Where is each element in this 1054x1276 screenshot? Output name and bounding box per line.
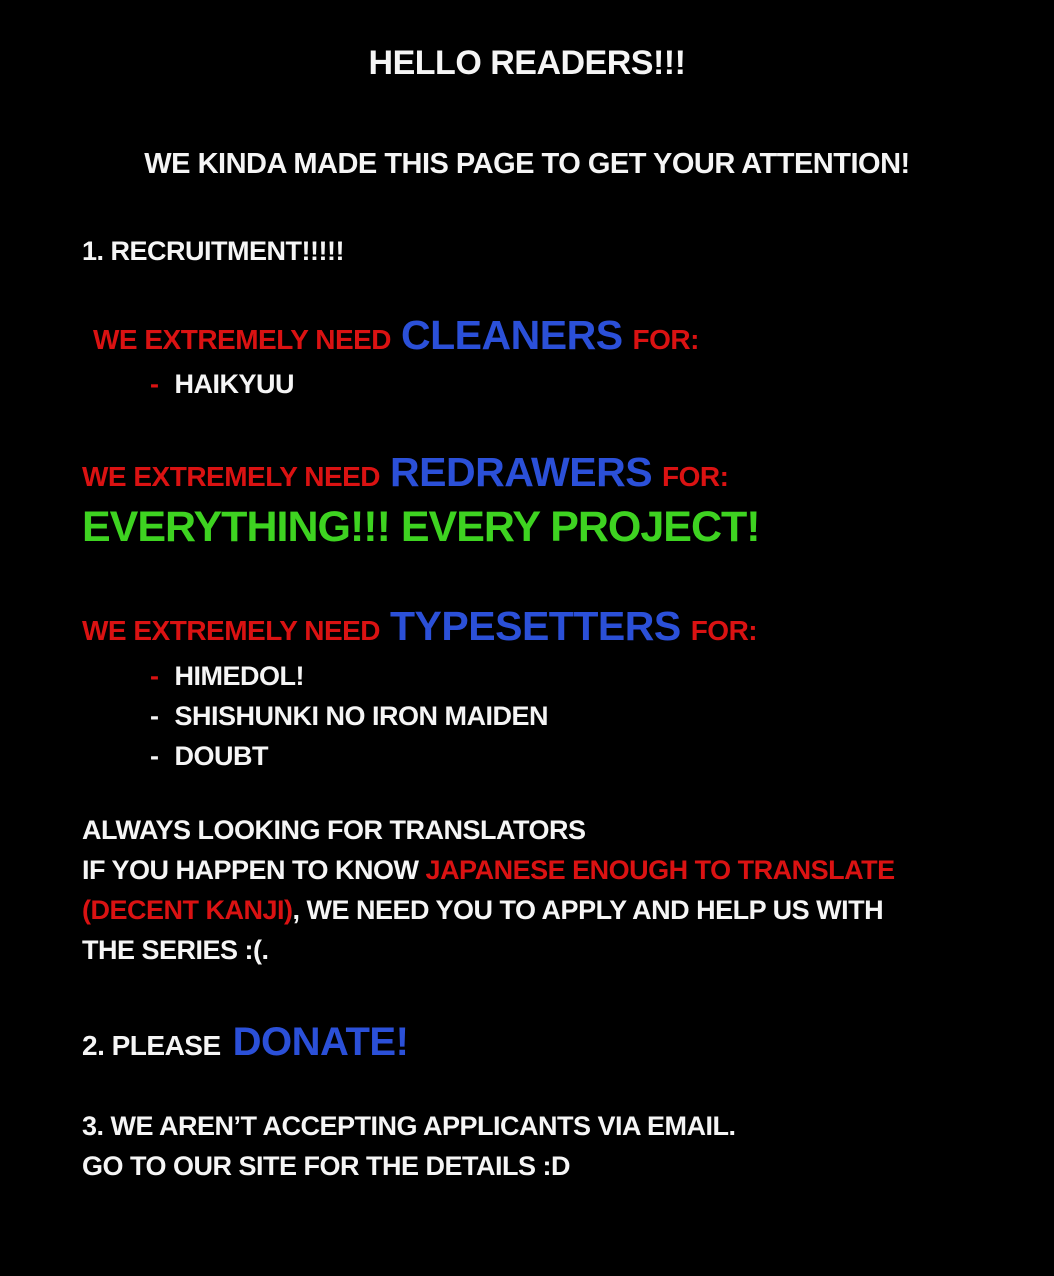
bullet-dash: - bbox=[150, 369, 159, 399]
need-prefix-label: WE EXTREMELY NEED bbox=[93, 324, 392, 355]
typesetters-item-himedol bbox=[150, 663, 304, 690]
translators-heading: ALWAYS LOOKING FOR TRANSLATORS bbox=[82, 815, 586, 845]
cleaners-item-haikyuu bbox=[150, 371, 294, 398]
attention-subtitle: WE KINDA MADE THIS PAGE TO GET YOUR ATTENTION! bbox=[144, 148, 910, 180]
translators-line-4: THE SERIES :(. bbox=[82, 935, 269, 965]
translators-line2-red: JAPANESE ENOUGH TO TRANSLATE bbox=[425, 855, 895, 885]
translators-line-2 bbox=[82, 857, 895, 884]
bullet-text: DOUBT bbox=[174, 741, 268, 771]
redrawers-everything-highlight: EVERYTHING!!! EVERY PROJECT! bbox=[82, 503, 760, 551]
for-suffix-label: FOR: bbox=[662, 461, 729, 492]
typesetters-item-shishunki bbox=[150, 703, 548, 730]
bullet-dash: - bbox=[150, 701, 159, 731]
need-prefix-label: WE EXTREMELY NEED bbox=[82, 615, 381, 646]
bullet-text: HAIKYUU bbox=[174, 369, 295, 399]
translators-line-3 bbox=[82, 897, 883, 924]
typesetters-need-line bbox=[82, 603, 758, 649]
need-prefix-label: WE EXTREMELY NEED bbox=[82, 461, 381, 492]
bullet-text: HIMEDOL! bbox=[174, 661, 304, 691]
donate-prefix-label: 2. PLEASE bbox=[82, 1030, 221, 1061]
applicants-line-2: GO TO OUR SITE FOR THE DETAILS :D bbox=[82, 1151, 571, 1181]
for-suffix-label: FOR: bbox=[632, 324, 699, 355]
donate-highlight-label: DONATE! bbox=[232, 1020, 409, 1064]
redrawers-role-label: REDRAWERS bbox=[390, 449, 653, 495]
bullet-dash: - bbox=[150, 741, 159, 771]
redrawers-need-line bbox=[82, 449, 729, 495]
translators-line2-white: IF YOU HAPPEN TO KNOW bbox=[82, 855, 426, 885]
cleaners-need-line bbox=[93, 312, 699, 358]
typesetters-item-doubt bbox=[150, 743, 268, 770]
bullet-text: SHISHUNKI NO IRON MAIDEN bbox=[174, 701, 549, 731]
page-title: HELLO READERS!!! bbox=[368, 44, 686, 82]
translators-line3-red: (DECENT KANJI) bbox=[82, 895, 293, 925]
typesetters-role-label: TYPESETTERS bbox=[390, 603, 681, 649]
applicants-line-1: 3. WE AREN’T ACCEPTING APPLICANTS VIA EMAIL. bbox=[82, 1111, 736, 1141]
recruitment-heading: 1. RECRUITMENT!!!!! bbox=[82, 236, 344, 266]
donate-line bbox=[82, 1022, 408, 1062]
translators-line3-white: , WE NEED YOU TO APPLY AND HELP US WITH bbox=[292, 895, 884, 925]
cleaners-role-label: CLEANERS bbox=[401, 312, 623, 358]
for-suffix-label: FOR: bbox=[690, 615, 758, 646]
bullet-dash: - bbox=[150, 661, 159, 691]
